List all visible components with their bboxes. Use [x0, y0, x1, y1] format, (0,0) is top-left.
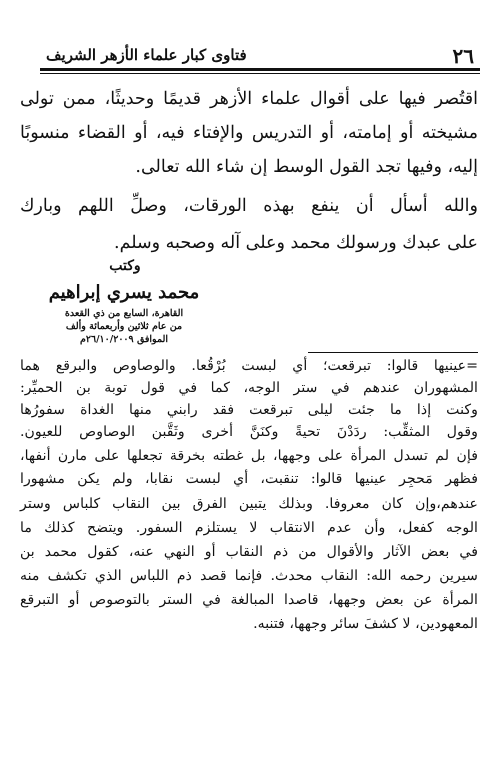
body-line: والله أسأل أن ينفع بهذه الورقات، وصلِّ اللهم وبارك	[20, 196, 478, 216]
signature-date-gregorian: الموافق ٢٦/١٠/٢٠٠٩م	[79, 334, 168, 345]
body-line: مشيخته أو إمامته، أو التدريس والإفتاء فيه، أو القضاء منسوبًا	[20, 123, 478, 143]
footnote-line: سيرين رحمه الله: النقاب محدث. فإنما قصد ذم اللباس الذي تكشف منه	[20, 568, 478, 584]
footnote-line: في بعض الآثار والأقوال من ذم النقاب أو النهي عنه، كقول محمد بن	[20, 544, 478, 560]
footnote-line: المعهودين، لا كشفَ سائر وجهها، فتنبه.	[253, 616, 478, 632]
author-name: محمد يسري إبراهيم	[48, 282, 200, 303]
footnote-line: فظهر مَحجِر عينيها قالوا: تنقبت، أي لبست نقابا، ولم يكن مشهورا	[20, 471, 478, 487]
running-header	[40, 44, 480, 70]
footnote-line: الوجه كفعل، وأن عدم الانتقاب لا يستلزم السفور. ويتضح كذلك ما	[20, 520, 478, 536]
footnote-line: المرأة عن بعض وجهها، قاصدا المبالغة في الستر بالتوصوص أو التبرقع	[20, 592, 478, 608]
footnote-line: المشهوران عندهم في ستر الوجه، كما في قول توبة بن الحميِّر:	[20, 380, 478, 396]
signature-year-hijri: من عام ثلاثين وأربعمائة وألف	[65, 321, 183, 332]
footnote-line: فإن لم تسدل المرأة على وجهها، بل غطته بخرقة تجعلها على مارن أنفها،	[20, 448, 478, 464]
footnote-line: عندهم،وإن كان معروفا. وبذلك يتبين الفرق بين النقاب كلباس وستر	[20, 496, 478, 512]
footnote-line: =عينيها قالوا: تبرقعت؛ أي لبست بُرْقُعا. والوصاوص والبرقع هما	[20, 358, 478, 374]
body-line: على عبدك ورسولك محمد وعلى آله وصحبه وسلم.	[114, 233, 478, 253]
footnote-separator	[308, 352, 478, 353]
signature-place-date: القاهرة، السابع من ذي القعدة	[64, 308, 184, 319]
page-number: ٢٦	[452, 44, 474, 68]
signature-intro: وكتب	[109, 258, 141, 274]
footnote-line: وقول المثقِّب: ردَدْنَ تحيةً وكنَنَّ أخرى وثَقَّبن الوصاوص للعيون.	[20, 424, 478, 440]
footnote-line: وكنت إذا ما جئت ليلى تبرقعت فقد رابني منها الغداة سفورُها	[20, 402, 478, 418]
header-rule-thick	[40, 68, 480, 71]
header-rule-thin	[40, 73, 480, 74]
running-title: فتاوى كبار علماء الأزهر الشريف	[46, 46, 247, 64]
body-line: إليه، وفيها تجد القول الوسط إن شاء الله تعالى.	[135, 157, 478, 177]
body-line: اقتُصر فيها على أقوال علماء الأزهر قديمًا وحديثًا، ممن تولى	[20, 89, 478, 109]
